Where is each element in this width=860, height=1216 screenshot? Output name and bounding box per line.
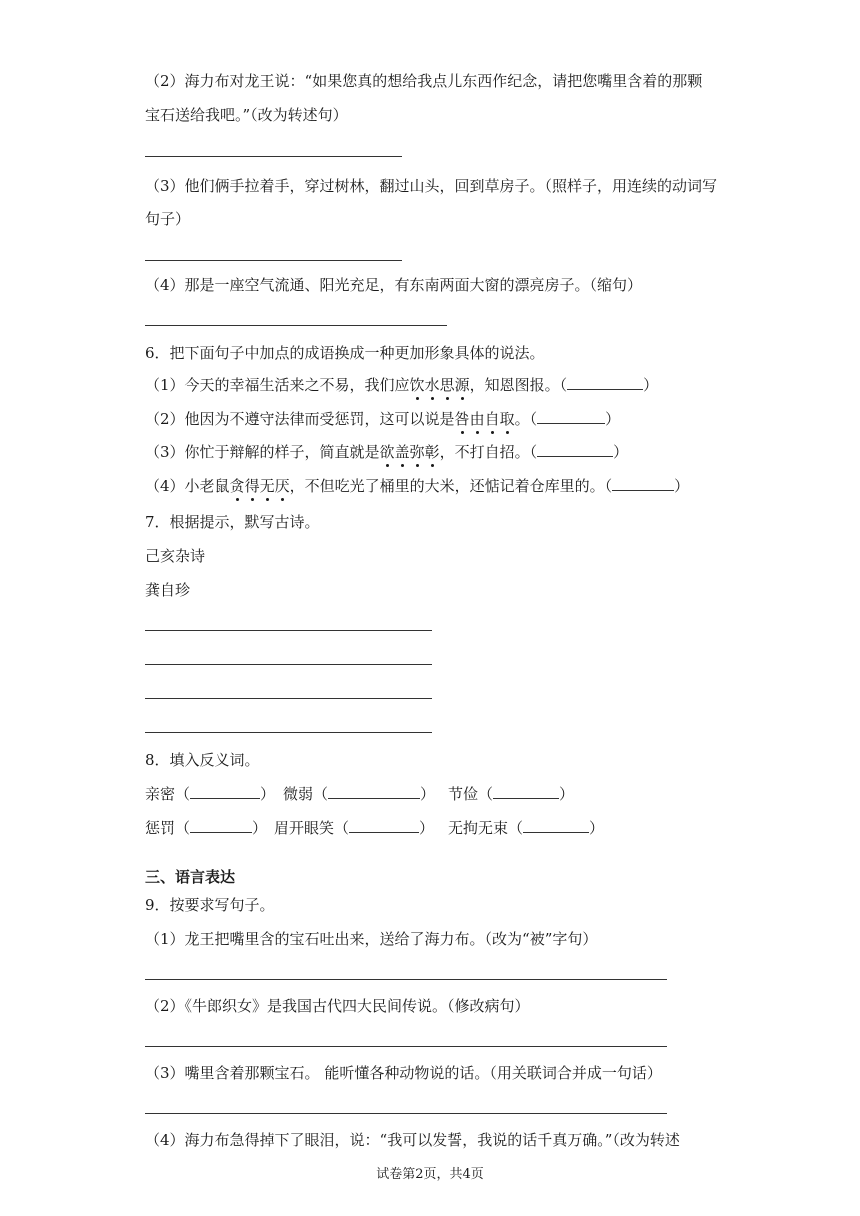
blank-q8-5[interactable]	[349, 817, 419, 833]
emph-char: 饮	[409, 376, 425, 394]
emph-char: 自	[484, 410, 500, 428]
q8-close: ）	[589, 819, 605, 837]
blank-q8-4[interactable]	[190, 817, 252, 833]
q9-s1: （1）龙王把嘴里含的宝石吐出来，送给了海力布。（改为“被”字句）	[145, 930, 598, 948]
emph-char: 欲	[379, 443, 395, 461]
q8-item-3	[448, 783, 574, 804]
emph-char: 咎	[454, 410, 470, 428]
answer-line-q5-4[interactable]	[145, 325, 447, 326]
poem-author: 龚自珍	[145, 581, 191, 599]
answer-line-q9-3[interactable]	[145, 1113, 667, 1114]
q6-s1-post: ，知恩图报。（	[469, 376, 568, 394]
q6-sentence-1	[145, 374, 658, 395]
q6-s4-post: ，不但吃光了桶里的大米，还惦记着仓库里的。（	[289, 477, 613, 495]
q6-s3-post: ，不打自招。（	[439, 443, 538, 461]
page-footer: 试卷第2页，共4页	[376, 1167, 484, 1182]
q6-sentence-3	[145, 441, 628, 462]
emph-char: 无	[259, 477, 275, 495]
poem-answer-line-3[interactable]	[145, 698, 432, 699]
q9-s4: （4）海力布急得掉下了眼泪，说：“我可以发誓，我说的话千真万确。”（改为转述	[145, 1131, 680, 1149]
emph-char: 由	[469, 410, 485, 428]
q5-s2-line2: 宝石送给我吧。”（改为转述句）	[145, 106, 348, 124]
blank-q6-2[interactable]	[537, 408, 605, 424]
q6-s2-post: 。（	[514, 410, 538, 428]
q8-close: ）	[420, 785, 436, 803]
q8-word: 惩罚（	[145, 819, 191, 837]
q6-s3-close: ）	[613, 443, 629, 461]
q5-s2-line1: （2）海力布对龙王说：“如果您真的想给我点儿东西作纪念，请把您嘴里含着的那颗	[145, 72, 703, 90]
emph-char: 取	[499, 410, 515, 428]
q8-word: 亲密（	[145, 785, 191, 803]
q8-close: ）	[252, 819, 268, 837]
q8-close: ）	[419, 819, 435, 837]
poem-answer-line-4[interactable]	[145, 732, 432, 733]
q8-word: 节俭（	[448, 785, 494, 803]
answer-line-q5-2[interactable]	[145, 156, 402, 157]
q6-s4-close: ）	[674, 477, 690, 495]
q8-item-4	[145, 817, 267, 838]
q8-word: 眉开眼笑（	[274, 819, 350, 837]
blank-q6-1[interactable]	[567, 374, 643, 390]
emph-char: 思	[439, 376, 455, 394]
q6-s4-pre: （4）小老鼠	[145, 477, 230, 495]
blank-q8-1[interactable]	[190, 783, 260, 799]
blank-q8-2[interactable]	[328, 783, 420, 799]
q9-s3: （3）嘴里含着那颗宝石。 能听懂各种动物说的话。（用关联词合并成一句话）	[145, 1064, 662, 1082]
emph-char: 弥	[409, 443, 425, 461]
blank-q6-4[interactable]	[612, 475, 674, 491]
poem-answer-line-1[interactable]	[145, 630, 432, 631]
q5-s3-line1: （3）他们俩手拉着手，穿过树林，翻过山头，回到草房子。（照样子，用连续的动词写	[145, 177, 718, 195]
blank-q6-3[interactable]	[537, 441, 613, 457]
q6-s2-pre: （2）他因为不遵守法律而受惩罚，这可以说是	[145, 410, 455, 428]
emph-char: 水	[424, 376, 440, 394]
blank-q8-6[interactable]	[523, 817, 589, 833]
q6-sentence-2	[145, 408, 620, 429]
q8-item-6	[448, 817, 604, 838]
emph-char: 彰	[424, 443, 440, 461]
q6-title: 6．把下面句子中加点的成语换成一种更加形象具体的说法。	[145, 344, 545, 362]
emph-char: 厌	[274, 477, 290, 495]
answer-line-q5-3[interactable]	[145, 260, 402, 261]
q8-word: 无拘无束（	[448, 819, 524, 837]
emph-char: 盖	[394, 443, 410, 461]
q8-title: 8．填入反义词。	[145, 751, 260, 769]
q9-s2: （2）《牛郎织女》是我国古代四大民间传说。（修改病句）	[145, 997, 530, 1015]
blank-q8-3[interactable]	[493, 783, 559, 799]
poem-answer-line-2[interactable]	[145, 664, 432, 665]
q8-item-2	[283, 783, 435, 804]
answer-line-q9-1[interactable]	[145, 979, 667, 980]
q9-title: 9．按要求写句子。	[145, 896, 275, 914]
emph-char: 源	[454, 376, 470, 394]
emph-char: 得	[244, 477, 260, 495]
q6-sentence-4	[145, 475, 689, 496]
emph-char: 贪	[229, 477, 245, 495]
q8-item-5	[274, 817, 434, 838]
q8-close: ）	[559, 785, 575, 803]
poem-title: 己亥杂诗	[145, 547, 206, 565]
q5-s4: （4）那是一座空气流通、阳光充足，有东南两面大窗的漂亮房子。（缩句）	[145, 276, 643, 294]
answer-line-q9-2[interactable]	[145, 1046, 667, 1047]
section-title: 三、语言表达	[145, 868, 236, 886]
q8-word: 微弱（	[283, 785, 329, 803]
q6-s1-pre: （1）今天的幸福生活来之不易，我们应	[145, 376, 410, 394]
q5-s3-line2: 句子）	[145, 210, 191, 228]
q8-item-1	[145, 783, 275, 804]
q6-s3-pre: （3）你忙于辩解的样子，简直就是	[145, 443, 380, 461]
q8-close: ）	[260, 785, 276, 803]
q6-s2-close: ）	[605, 410, 621, 428]
q7-title: 7．根据提示，默写古诗。	[145, 513, 320, 531]
q6-s1-close: ）	[643, 376, 659, 394]
